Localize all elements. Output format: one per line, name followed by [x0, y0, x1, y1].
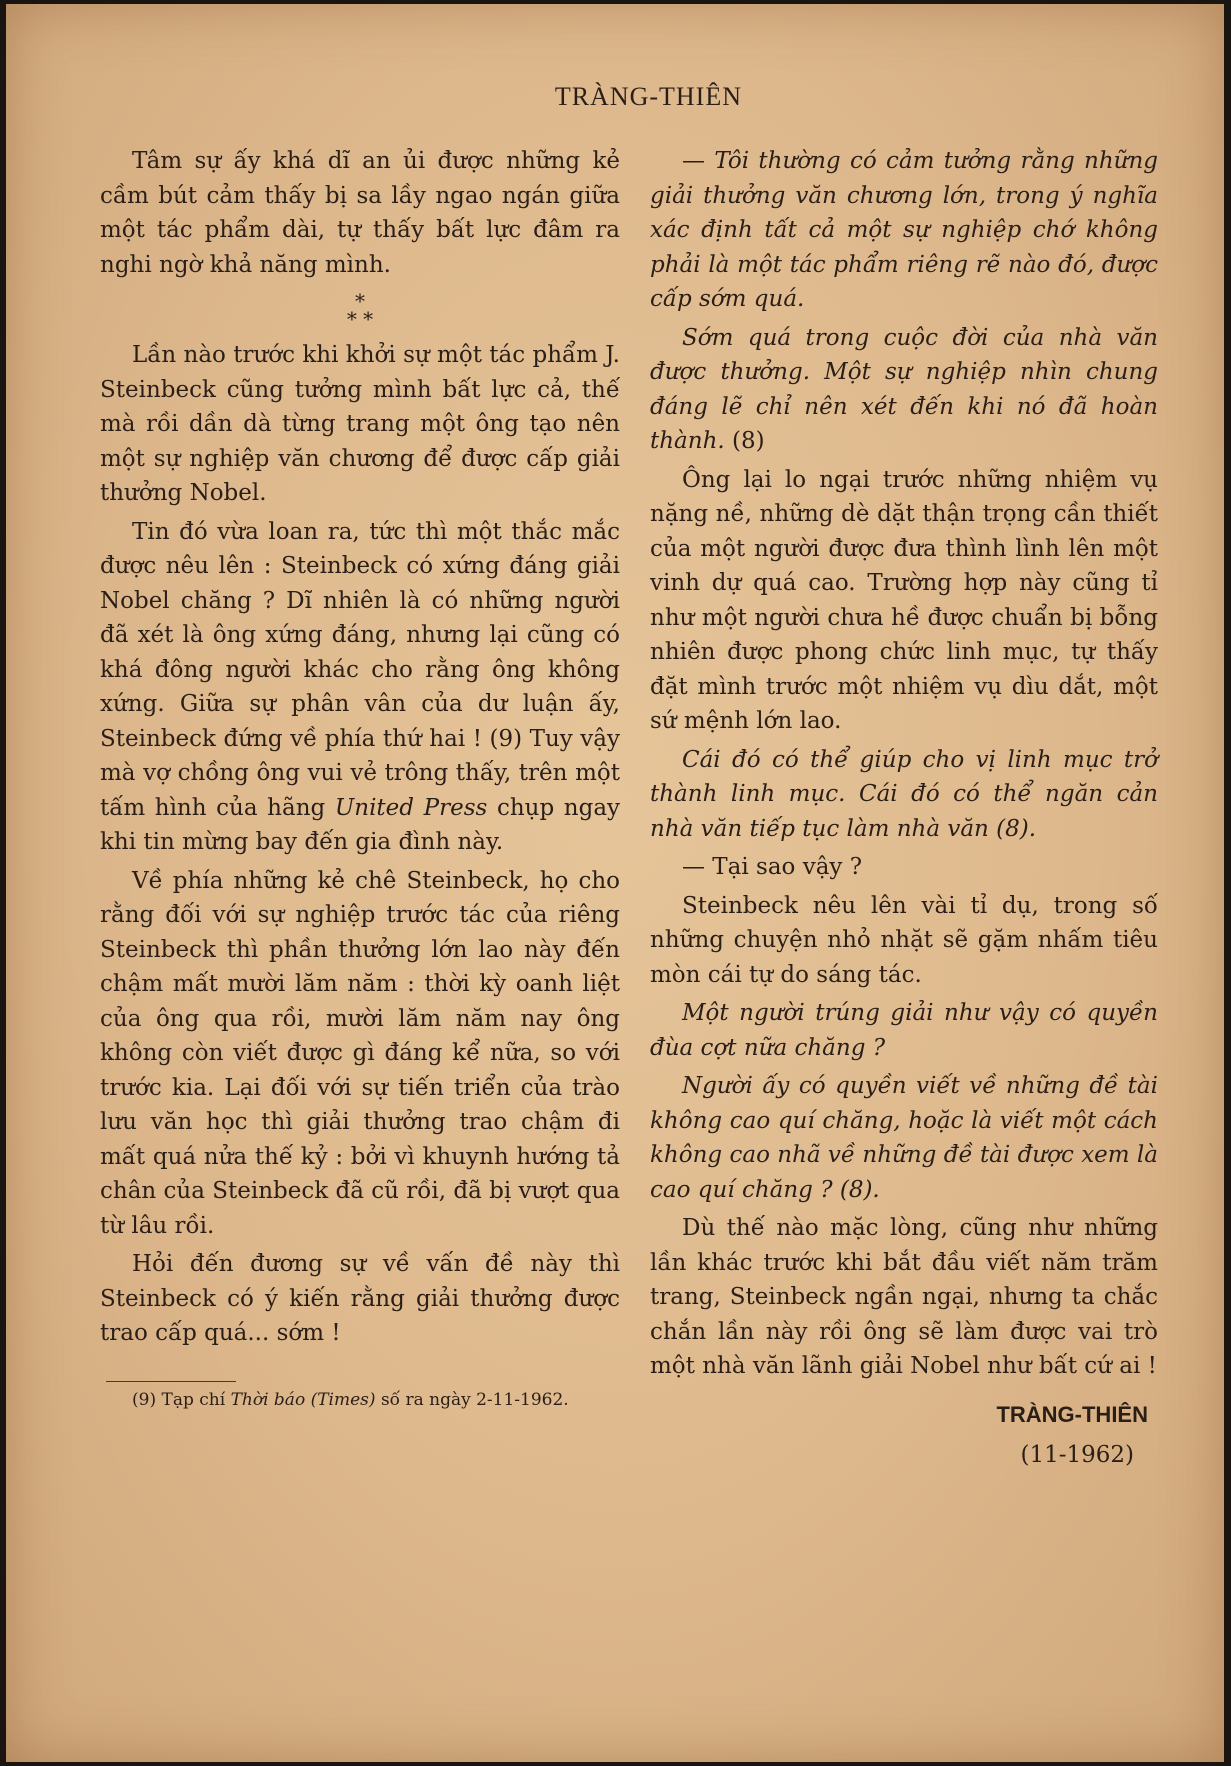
quote-paragraph: — Tôi thường có cảm tưởng rằng những giải thưởng văn chương lớn, trong ý nghĩa xác định tất cả một sự nghiệp chớ không phải là một tác phẩm riêng rẽ nào đó, được cấp sớm quá. — [650, 148, 1158, 312]
separator-stars-bottom: * * — [346, 307, 374, 331]
italic-run: United Press — [334, 794, 488, 821]
paragraph: Lần nào trước khi khởi sự một tác phẩm J. Steinbeck cũng tưởng mình bất lực cả, thế mà rồi dần dà từng trang một ông tạo nên một sự nghiệp văn chương để được cấp giải thưởng Nobel. — [100, 342, 620, 506]
right-column — [650, 144, 1158, 1473]
text-run: Tin đó vừa loan ra, tức thì một thắc mắc được nêu lên : Steinbeck có xứng đáng giải Nobel chăng ? Dĩ nhiên là có những người đã xét là ông xứng đáng, nhưng lại cũng có khá đông người khác cho rằng ông không xứng. Giữa sự phân vân của dư luận ấy, Steinbeck đứng về phía thứ hai ! (9) Tuy vậy mà vợ chồng ông vui vẻ trông thấy, trên một tấm hình của hãng — [100, 518, 620, 821]
running-header: TRÀNG-THIÊN — [554, 82, 742, 111]
separator-star-top: * — [355, 289, 365, 313]
author-signature: TRÀNG-THIÊN — [996, 1401, 1148, 1427]
section-separator — [100, 289, 620, 331]
reference-marker: (8) — [732, 428, 765, 454]
quote-paragraph: Người ấy có quyền viết về những đề tài không cao quí chăng, hoặc là viết một cách không cao nhã về những đề tài được xem là cao quí chăng ? (8). — [650, 1073, 1158, 1203]
paragraph: Dù thế nào mặc lòng, cũng như những lần khác trước khi bắt đầu viết năm trăm trang, Steinbeck ngần ngại, nhưng ta chắc chắn lần này rồi ông sẽ làm được vai trò một nhà văn lãnh giải Nobel như bất cứ ai ! — [650, 1215, 1158, 1379]
paragraph — [100, 515, 620, 860]
italic-run: Sớm quá trong cuộc đời của nhà văn được thưởng. Một sự nghiệp nhìn chung đáng lẽ chỉ nên xét đến khi nó đã hoàn thành. — [650, 324, 1158, 454]
footnote-text: số ra ngày 2-11-1962. — [380, 1389, 569, 1410]
quote-paragraph: Cái đó có thể giúp cho vị linh mục trở thành linh mục. Cái đó có thể ngăn cản nhà văn tiếp tục làm nhà văn (8). — [650, 746, 1158, 842]
paragraph: — Tại sao vậy ? — [682, 854, 863, 880]
paragraph: Hỏi đến đương sự về vấn đề này thì Steinbeck có ý kiến rằng giải thưởng được trao cấp quá... sớm ! — [100, 1251, 620, 1346]
paragraph: Steinbeck nêu lên vài tỉ dụ, trong số những chuyện nhỏ nhặt sẽ gặm nhấm tiêu mòn cái tự do sáng tác. — [650, 892, 1158, 988]
left-column — [100, 144, 620, 1416]
footnote-text: (9) Tạp chí — [132, 1389, 226, 1410]
footnote — [100, 1388, 620, 1412]
footnote-italic: Thời báo (Times) — [230, 1389, 376, 1410]
article-date: (11-1962) — [1020, 1442, 1134, 1468]
paragraph — [650, 321, 1158, 459]
text-run: chụp ngay khi tin mừng bay đến gia đình này. — [100, 794, 621, 855]
paragraph: Tâm sự ấy khá dĩ an ủi được những kẻ cầm bút cảm thấy bị sa lầy ngao ngán giữa một tác phẩm dài, tự thấy bất lực đâm ra nghi ngờ khả năng mình. — [100, 148, 620, 278]
magazine-page — [6, 4, 1224, 1762]
footnote-rule — [106, 1381, 236, 1382]
quote-paragraph: Một người trúng giải như vậy có quyền đùa cợt nữa chăng ? — [650, 1000, 1158, 1061]
paragraph: Ông lại lo ngại trước những nhiệm vụ nặng nề, những dè dặt thận trọng cần thiết của một người được đưa thình lình lên một vinh dự quá cao. Trường hợp này cũng tỉ như một người chưa hề được chuẩn bị bỗng nhiên được phong chức linh mục, tự thấy đặt mình trước một nhiệm vụ dìu dắt, một sứ mệnh lớn lao. — [650, 466, 1158, 734]
paragraph: Về phía những kẻ chê Steinbeck, họ cho rằng đối với sự nghiệp trước tác của riêng Steinbeck thì phần thưởng lớn lao này đến chậm mất mười lăm năm : thời kỳ oanh liệt của ông qua rồi, mười lăm năm nay ông không còn viết được gì đáng kể nữa, so với trước kia. Lại đối với sự tiến triển của trào lưu văn học thì giải thưởng trao chậm đi mất quá nửa thế kỷ : bởi vì khuynh hướng tả chân của Steinbeck đã cũ rồi, đã bị vượt qua từ lâu rồi. — [100, 867, 620, 1239]
